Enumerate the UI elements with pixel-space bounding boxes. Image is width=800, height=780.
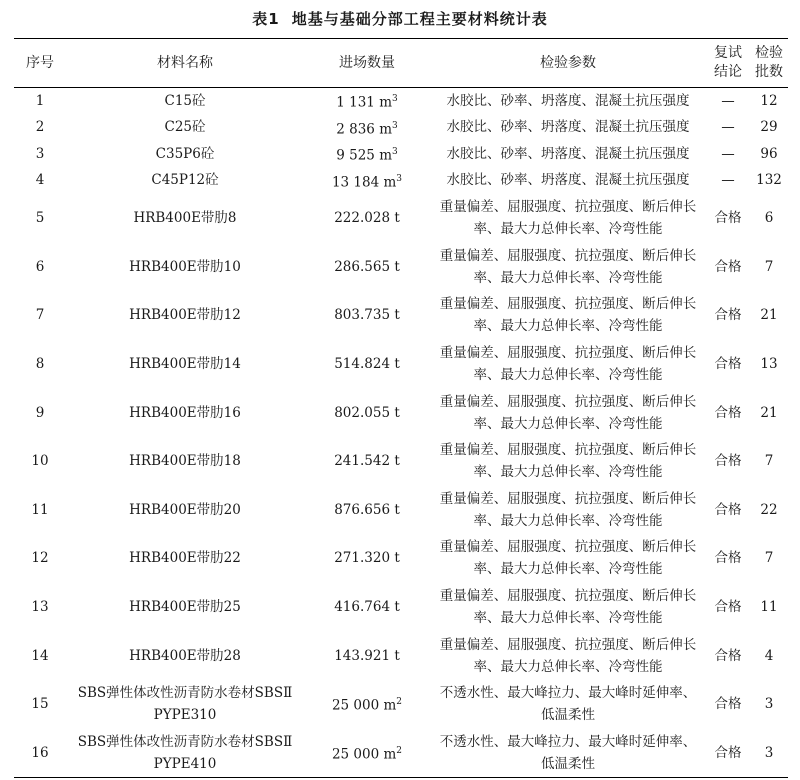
cell-quantity <box>304 729 430 778</box>
header-qty: 进场数量 <box>304 39 430 88</box>
test-params-line: 重量偏差、屈服强度、抗拉强度、断后伸长 <box>439 393 697 410</box>
cell-retest-result: 合格 <box>714 404 742 421</box>
material-name-text: SBS弹性体改性沥青防水卷材SBSⅡ <box>77 733 293 750</box>
cell-batch-count: 11 <box>760 599 778 616</box>
cell-seq: 15 <box>31 696 49 713</box>
table-title <box>0 8 800 29</box>
cell-quantity <box>304 194 430 243</box>
cell-batch-count: 96 <box>760 145 778 162</box>
test-params-line: 重量偏差、屈服强度、抗拉强度、断后伸长 <box>439 636 697 653</box>
cell-material-name <box>66 388 304 437</box>
header-batches-line2: 批数 <box>755 64 783 80</box>
material-name-text: HRB400E带肋28 <box>129 647 241 664</box>
test-params-line: 率、最大力总伸长率、冷弯性能 <box>473 610 663 627</box>
cell-batch-count: 13 <box>760 356 778 373</box>
material-name-text: HRB400E带肋10 <box>129 258 241 275</box>
table-row <box>14 583 788 632</box>
materials-table <box>14 38 788 778</box>
cell-material-name <box>66 88 304 115</box>
cell-quantity <box>304 340 430 389</box>
cell-seq: 10 <box>31 453 49 470</box>
cell-retest-result: 合格 <box>714 210 742 227</box>
test-params-line: 重量偏差、屈服强度、抗拉强度、断后伸长 <box>439 247 697 264</box>
cell-seq: 8 <box>35 356 45 373</box>
cell-batch-count: 7 <box>764 258 774 275</box>
cell-material-name <box>66 680 304 729</box>
quantity-value: 416.764 t <box>334 599 400 616</box>
header-batches <box>750 39 788 88</box>
cell-seq: 13 <box>31 599 49 616</box>
test-params-line: 重量偏差、屈服强度、抗拉强度、断后伸长 <box>439 588 697 605</box>
cell-retest-result: 合格 <box>714 356 742 373</box>
material-name-text: C45P12砼 <box>151 172 219 189</box>
test-params-line: 率、最大力总伸长率、冷弯性能 <box>473 367 663 384</box>
material-name-text: C25砼 <box>164 119 206 136</box>
test-params-line: 水胶比、砂率、坍落度、混凝土抗压强度 <box>446 92 690 109</box>
quantity-value: 803.735 t <box>334 307 400 324</box>
header-row <box>14 39 788 88</box>
material-name-text: HRB400E带肋22 <box>129 550 241 567</box>
material-name-text: SBS弹性体改性沥青防水卷材SBSⅡ <box>77 685 293 702</box>
cell-seq: 7 <box>35 307 45 324</box>
cell-quantity <box>304 88 430 115</box>
cell-test-params <box>430 168 706 195</box>
test-params-line: 率、最大力总伸长率、冷弯性能 <box>473 269 663 286</box>
material-name-line2: PYPE310 <box>153 707 217 724</box>
cell-test-params <box>430 729 706 778</box>
test-params-line: 率、最大力总伸长率、冷弯性能 <box>473 561 663 578</box>
cell-material-name <box>66 583 304 632</box>
cell-retest-result: — <box>721 92 735 109</box>
header-params: 检验参数 <box>430 39 706 88</box>
cell-quantity <box>304 486 430 535</box>
unit-exponent: 3 <box>396 173 403 184</box>
unit-exponent: 2 <box>396 697 403 708</box>
table-row <box>14 388 788 437</box>
quantity-value: 222.028 t <box>334 210 400 227</box>
cell-test-params <box>430 88 706 115</box>
cell-test-params <box>430 437 706 486</box>
cell-quantity <box>304 141 430 168</box>
quantity-value: 514.824 t <box>334 356 400 373</box>
table-row <box>14 486 788 535</box>
material-name-line2: PYPE410 <box>153 755 217 772</box>
table-row <box>14 291 788 340</box>
table-row <box>14 437 788 486</box>
test-params-line: 率、最大力总伸长率、冷弯性能 <box>473 512 663 529</box>
quantity-value: 2 836 m <box>336 121 392 137</box>
quantity-value: 802.055 t <box>334 404 400 421</box>
test-params-line: 低温柔性 <box>541 707 595 724</box>
material-name-text: HRB400E带肋12 <box>129 307 241 324</box>
cell-material-name <box>66 291 304 340</box>
quantity-value: 143.921 t <box>334 647 400 664</box>
cell-seq: 6 <box>35 258 45 275</box>
cell-test-params <box>430 534 706 583</box>
material-name-text: HRB400E带肋8 <box>133 210 237 227</box>
test-params-line: 水胶比、砂率、坍落度、混凝土抗压强度 <box>446 145 690 162</box>
cell-material-name <box>66 631 304 680</box>
cell-material-name <box>66 194 304 243</box>
test-params-line: 重量偏差、屈服强度、抗拉强度、断后伸长 <box>439 345 697 362</box>
table-row <box>14 141 788 168</box>
cell-test-params <box>430 486 706 535</box>
unit-exponent: 3 <box>392 120 398 131</box>
test-params-line: 低温柔性 <box>541 755 595 772</box>
cell-material-name <box>66 168 304 195</box>
table-row <box>14 243 788 292</box>
cell-material-name <box>66 340 304 389</box>
cell-retest-result: 合格 <box>714 647 742 664</box>
cell-retest-result: 合格 <box>714 599 742 616</box>
cell-material-name <box>66 486 304 535</box>
cell-quantity <box>304 388 430 437</box>
test-params-line: 水胶比、砂率、坍落度、混凝土抗压强度 <box>446 172 690 189</box>
quantity-value: 1 131 m <box>336 94 392 111</box>
unit-exponent: 3 <box>392 147 398 157</box>
table-row <box>14 729 788 778</box>
cell-retest-result: 合格 <box>714 258 742 275</box>
cell-quantity <box>304 631 430 680</box>
cell-seq: 14 <box>31 647 49 664</box>
material-name-text: C35P6砼 <box>155 145 215 162</box>
header-result-line2: 结论 <box>714 64 742 80</box>
cell-test-params <box>430 583 706 632</box>
material-name-text: HRB400E带肋20 <box>129 501 241 518</box>
cell-test-params <box>430 388 706 437</box>
cell-quantity <box>304 534 430 583</box>
header-result <box>706 39 750 88</box>
cell-quantity <box>304 115 430 142</box>
cell-material-name <box>66 141 304 168</box>
quantity-value: 286.565 t <box>334 258 400 275</box>
cell-test-params <box>430 243 706 292</box>
table-title-text: 地基与基础分部工程主要材料统计表 <box>291 10 548 28</box>
cell-material-name <box>66 534 304 583</box>
header-seq: 序号 <box>14 39 66 88</box>
cell-seq: 4 <box>35 172 45 189</box>
cell-batch-count: 7 <box>764 550 774 567</box>
header-batches-line1: 检验 <box>755 45 783 61</box>
test-params-line: 率、最大力总伸长率、冷弯性能 <box>473 318 663 335</box>
cell-retest-result: — <box>721 119 735 136</box>
test-params-line: 重量偏差、屈服强度、抗拉强度、断后伸长 <box>439 490 697 507</box>
cell-test-params <box>430 291 706 340</box>
cell-quantity <box>304 583 430 632</box>
unit-exponent: 2 <box>396 746 403 757</box>
cell-quantity <box>304 168 430 195</box>
cell-retest-result: 合格 <box>714 550 742 567</box>
quantity-value: 9 525 m <box>336 147 392 164</box>
cell-batch-count: 21 <box>760 307 778 324</box>
material-name-text: HRB400E带肋14 <box>129 356 241 373</box>
cell-retest-result: 合格 <box>714 453 742 470</box>
material-name-text: HRB400E带肋18 <box>129 453 241 470</box>
table-row <box>14 631 788 680</box>
cell-test-params <box>430 680 706 729</box>
cell-material-name <box>66 115 304 142</box>
unit-exponent: 3 <box>392 94 398 104</box>
cell-batch-count: 22 <box>760 501 778 518</box>
quantity-value: 271.320 t <box>334 550 400 567</box>
cell-batch-count: 7 <box>764 453 774 470</box>
quantity-value: 241.542 t <box>334 453 400 470</box>
table-row <box>14 194 788 243</box>
cell-batch-count: 4 <box>764 647 774 664</box>
cell-retest-result: — <box>721 172 735 189</box>
table-row <box>14 168 788 195</box>
material-name-text: HRB400E带肋16 <box>129 404 241 421</box>
cell-seq: 9 <box>35 404 45 421</box>
test-params-line: 不透水性、最大峰拉力、最大峰时延伸率、 <box>439 733 697 750</box>
cell-seq: 3 <box>35 145 45 162</box>
cell-seq: 12 <box>31 550 49 567</box>
table-row <box>14 115 788 142</box>
test-params-line: 率、最大力总伸长率、冷弯性能 <box>473 464 663 481</box>
cell-seq: 16 <box>14 729 66 778</box>
test-params-line: 率、最大力总伸长率、冷弯性能 <box>473 221 663 238</box>
table-row <box>14 340 788 389</box>
cell-test-params <box>430 631 706 680</box>
cell-retest-result: 合格 <box>714 696 742 713</box>
cell-retest-result: 合格 <box>714 501 742 518</box>
cell-batch-count: 132 <box>756 172 782 189</box>
cell-batch-count: 6 <box>764 210 774 227</box>
cell-retest-result: 合格 <box>714 307 742 324</box>
cell-batch-count: 29 <box>760 119 778 136</box>
quantity-value: 25 000 m <box>331 697 397 714</box>
cell-test-params <box>430 115 706 142</box>
cell-retest-result: — <box>721 145 735 162</box>
cell-seq: 11 <box>31 501 49 518</box>
test-params-line: 重量偏差、屈服强度、抗拉强度、断后伸长 <box>439 442 697 459</box>
test-params-line: 率、最大力总伸长率、冷弯性能 <box>473 415 663 432</box>
table-row <box>14 88 788 115</box>
table-row <box>14 680 788 729</box>
cell-batch-count: 3 <box>750 729 788 778</box>
cell-quantity <box>304 437 430 486</box>
cell-test-params <box>430 340 706 389</box>
cell-test-params <box>430 194 706 243</box>
test-params-line: 重量偏差、屈服强度、抗拉强度、断后伸长 <box>439 199 697 216</box>
cell-quantity <box>304 680 430 729</box>
cell-quantity <box>304 291 430 340</box>
cell-retest-result: 合格 <box>706 729 750 778</box>
material-name-text: HRB400E带肋25 <box>129 599 241 616</box>
cell-quantity <box>304 243 430 292</box>
cell-test-params <box>430 141 706 168</box>
header-result-line1: 复试 <box>714 45 742 61</box>
quantity-value: 876.656 t <box>334 501 400 518</box>
test-params-line: 不透水性、最大峰拉力、最大峰时延伸率、 <box>439 685 697 702</box>
cell-material-name <box>66 729 304 778</box>
header-name: 材料名称 <box>66 39 304 88</box>
cell-material-name <box>66 437 304 486</box>
table-row <box>14 534 788 583</box>
test-params-line: 水胶比、砂率、坍落度、混凝土抗压强度 <box>446 119 690 136</box>
material-name-text: C15砼 <box>164 92 206 109</box>
test-params-line: 重量偏差、屈服强度、抗拉强度、断后伸长 <box>439 296 697 313</box>
table-number: 表1 <box>252 10 280 28</box>
test-params-line: 重量偏差、屈服强度、抗拉强度、断后伸长 <box>439 539 697 556</box>
cell-batch-count: 3 <box>764 696 774 713</box>
quantity-value: 25 000 m <box>331 746 397 763</box>
cell-batch-count: 21 <box>760 404 778 421</box>
quantity-value: 13 184 m <box>331 174 397 190</box>
test-params-line: 率、最大力总伸长率、冷弯性能 <box>473 658 663 675</box>
cell-seq: 5 <box>35 210 45 227</box>
cell-batch-count: 12 <box>760 92 778 109</box>
cell-seq: 2 <box>35 119 45 136</box>
cell-seq: 1 <box>35 92 45 109</box>
cell-material-name <box>66 243 304 292</box>
